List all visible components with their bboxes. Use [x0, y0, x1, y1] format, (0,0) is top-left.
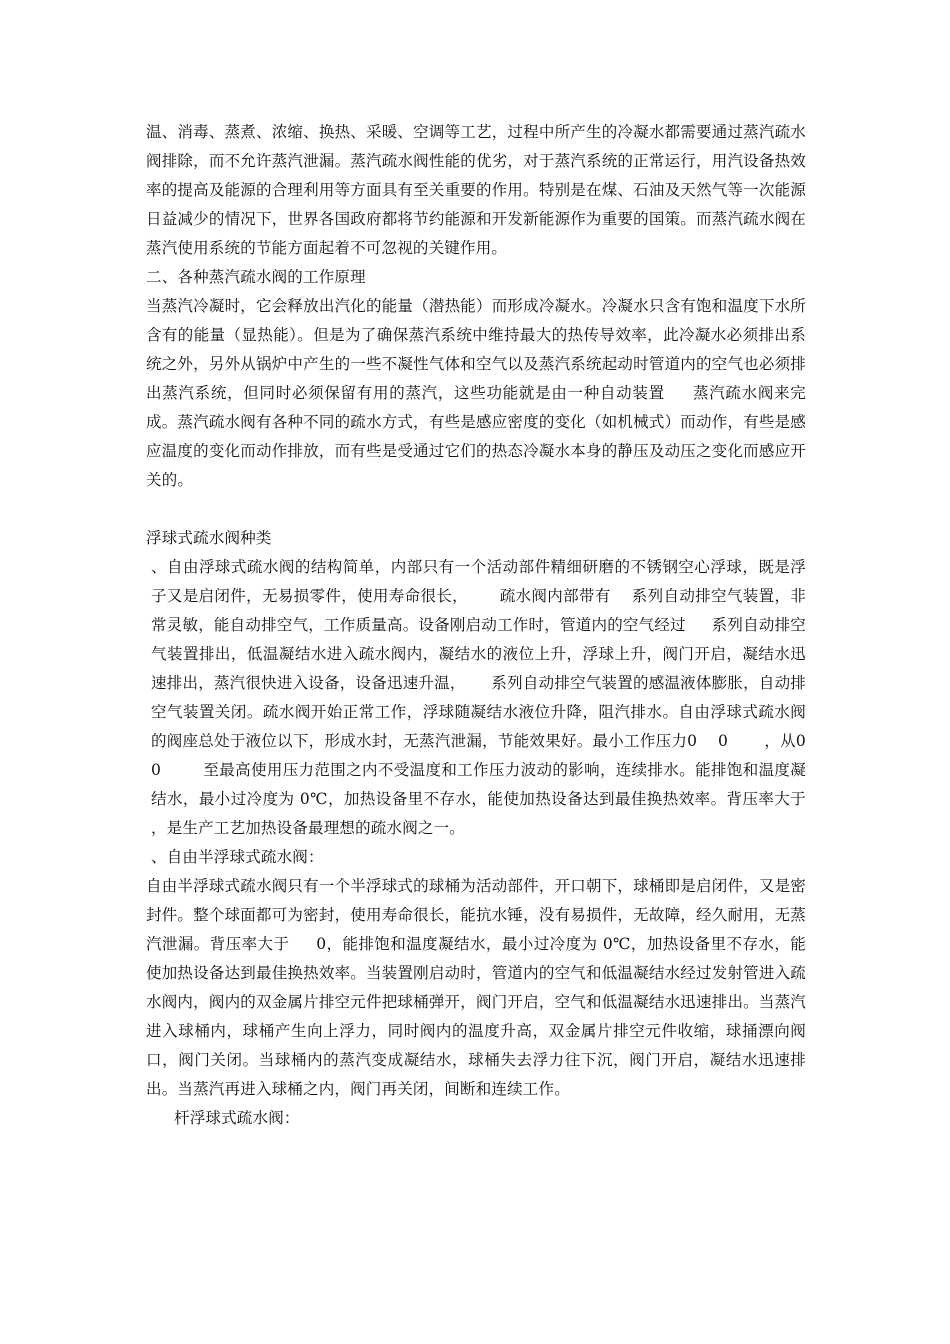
lever-float-heading: 杆浮球式疏水阀：	[174, 1109, 300, 1127]
principle-paragraph: 当蒸汽冷凝时，它会释放出汽化的能量（潜热能）而形成冷凝水。冷凝水只含有饱和温度下水所含有的能量（显热能）。但是为了确保蒸汽系统中维持最大的热传导效率，此冷凝水必须排出系统之外，另外从锅炉中产生的一些不凝性气体和空气以及蒸汽系统起动时管道内的空气也必须排出蒸汽系统，但同时必须保留有用的蒸汽，这些功能就是由一种自动装置 蒸汽疏水阀来完成。蒸汽疏水阀有各种不同的疏水方式，有些是感应密度的变化（如机械式）而动作，有些是感应温度的变化而动作排放，而有些是受通过它们的热态冷凝水本身的静压及动压之变化而感应开关的。	[146, 297, 806, 489]
paragraph-spacer	[146, 495, 806, 524]
semi-float-paragraph: 自由半浮球式疏水阀只有一个半浮球式的球桶为活动部件，开口朝下，球桶即是启闭件，又是密封件。整个球面都可为密封，使用寿命很长，能抗水锤，没有易损件，无故障，经久耐用，无蒸汽泄漏。背压率大于 0，能排饱和温度凝结水，最小过冷度为 0℃，加热设备里不存水，能使加热设备达到最佳换热效率。当装置刚启动时，管道内的空气和低温凝结水经过发射管进入疏水阀内，阀内的双金属片排空元件把球桶弹开，阀门开启，空气和低温凝结水迅速排出。当蒸汽进入球桶内，球桶产生向上浮力，同时阀内的温度升高，双金属片排空元件收缩，球捅漂向阀口，阀门关闭。当球桶内的蒸汽变成凝结水，球桶失去浮力往下沉，阀门开启，凝结水迅速排出。当蒸汽再进入球桶之内，阀门再关闭，间断和连续工作。	[146, 877, 806, 1098]
document-body	[146, 118, 848, 1133]
section-heading: 二、各种蒸汽疏水阀的工作原理	[146, 268, 366, 286]
free-float-paragraph: 、自由浮球式疏水阀的结构简单，内部只有一个活动部件精细研磨的不锈钢空心浮球，既是浮子又是启闭件，无易损零件，使用寿命很长， 疏水阀内部带有 系列自动排空气装置，非常灵敏，能自动排空气，工作质量高。设备刚启动工作时，管道内的空气经过 系列自动排空气装置排出，低温凝结水进入疏水阀内，凝结水的液位上升，浮球上升，阀门开启，凝结水迅速排出，蒸汽很快进入设备，设备迅速升温， 系列自动排空气装置的感温液体膨胀，自动排空气装置关闭。疏水阀开始正常工作，浮球随凝结水液位升降，阻汽排水。自由浮球式疏水阀的阀座总处于液位以下，形成水封，无蒸汽泄漏，节能效果好。最小工作压力0 0 ，从0 0 至最高使用压力范围之内不受温度和工作压力波动的影响，连续排水。能排饱和温度凝结水，最小过冷度为 0℃，加热设备里不存水，能使加热设备达到最佳换热效率。背压率大于 ，是生产工艺加热设备最理想的疏水阀之一。	[151, 558, 848, 837]
semi-float-heading: 、自由半浮球式疏水阀：	[151, 848, 324, 866]
subsection-heading: 浮球式疏水阀种类	[146, 529, 272, 547]
intro-paragraph: 温、消毒、蒸煮、浓缩、换热、采暖、空调等工艺，过程中所产生的冷凝水都需要通过蒸汽疏水阀排除，而不允许蒸汽泄漏。蒸汽疏水阀性能的优劣，对于蒸汽系统的正常运行，用汽设备热效率的提高及能源的合理利用等方面具有至关重要的作用。特别是在煤、石油及天然气等一次能源日益减少的情况下，世界各国政府都将节约能源和开发新能源作为重要的国策。而蒸汽疏水阀在蒸汽使用系统的节能方面起着不可忽视的关键作用。	[146, 123, 806, 257]
